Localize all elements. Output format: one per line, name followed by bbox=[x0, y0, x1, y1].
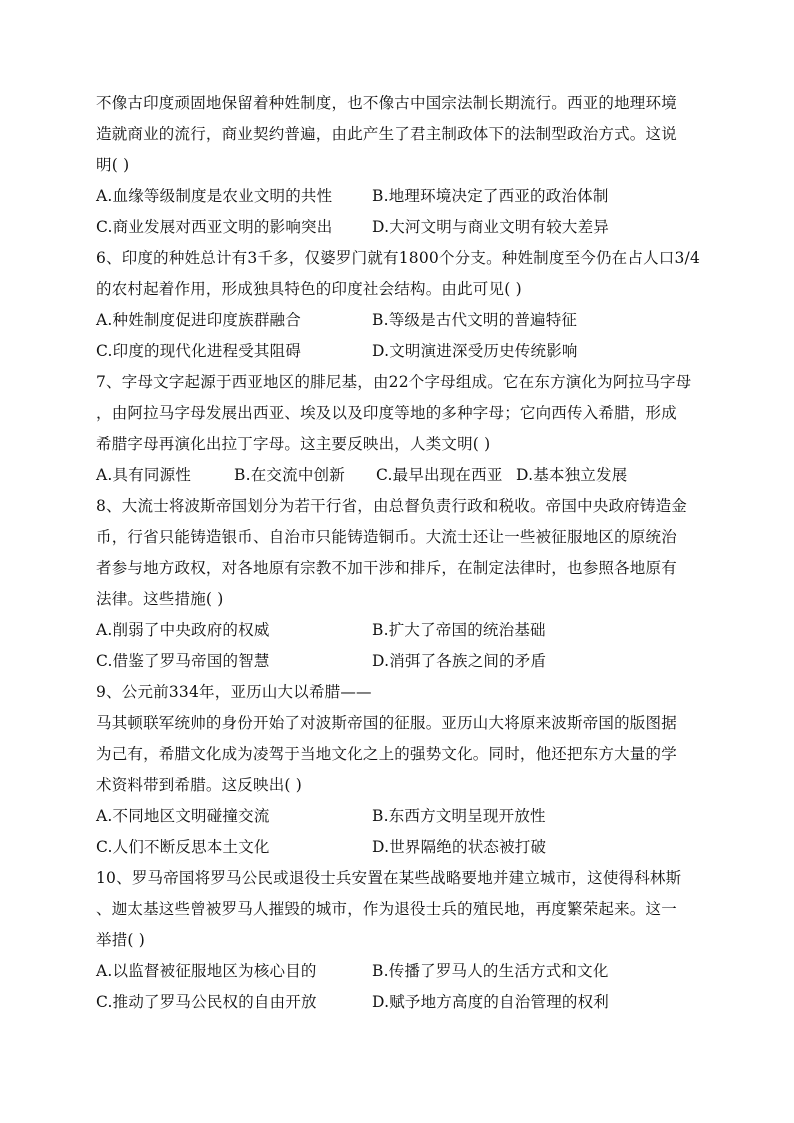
exam-page bbox=[96, 88, 702, 1018]
question-6 bbox=[96, 243, 702, 367]
question-8-line-3: 者参与地方政权，对各地原有宗教不加干涉和排斥，在制定法律时，也参照各地原有 bbox=[96, 559, 677, 577]
question-6-option-d[interactable]: D.文明演进深受历史传统影响 bbox=[372, 342, 578, 360]
question-6-options-row-2 bbox=[96, 336, 702, 367]
question-7-option-a[interactable]: A.具有同源性 bbox=[96, 466, 192, 484]
question-10-line-1: 10、罗马帝国将罗马公民或退役士兵安置在某些战略要地并建立城市，这使得科林斯 bbox=[96, 869, 682, 887]
question-6-line-1: 6、印度的种姓总计有3千多，仅婆罗门就有1800个分支。种姓制度至今仍在占人口3/4 bbox=[96, 249, 701, 267]
question-9-line-1: 9、公元前334年，亚历山大以希腊—— bbox=[96, 683, 372, 701]
question-10-option-c[interactable]: C.推动了罗马公民权的自由开放 bbox=[96, 993, 317, 1011]
question-9-options-row-2 bbox=[96, 832, 702, 863]
question-9-line-4: 术资料带到希腊。这反映出( ) bbox=[96, 776, 303, 794]
question-8-option-b[interactable]: B.扩大了帝国的统治基础 bbox=[372, 621, 546, 639]
question-9-line-3: 为己有，希腊文化成为凌驾于当地文化之上的强势文化。同时，他还把东方大量的学 bbox=[96, 745, 677, 763]
question-6-options-row-1 bbox=[96, 305, 702, 336]
question-7-line-2: ，由阿拉马字母发展出西亚、埃及以及印度等地的多种字母；它向西传入希腊，形成 bbox=[96, 404, 677, 422]
question-5 bbox=[96, 88, 702, 243]
question-10-option-b[interactable]: B.传播了罗马人的生活方式和文化 bbox=[372, 962, 609, 980]
question-9-option-c[interactable]: C.人们不断反思本土文化 bbox=[96, 838, 270, 856]
question-5-option-d[interactable]: D.大河文明与商业文明有较大差异 bbox=[372, 218, 610, 236]
question-9-line-2: 马其顿联军统帅的身份开始了对波斯帝国的征服。亚历山大将原来波斯帝国的版图据 bbox=[96, 714, 677, 732]
question-7-option-d[interactable]: D.基本独立发展 bbox=[516, 466, 628, 484]
question-5-line-1: 不像古印度顽固地保留着种姓制度，也不像古中国宗法制长期流行。西亚的地理环境 bbox=[96, 94, 677, 112]
question-8-option-a[interactable]: A.削弱了中央政府的权威 bbox=[96, 621, 270, 639]
question-6-option-c[interactable]: C.印度的现代化进程受其阻碍 bbox=[96, 342, 302, 360]
question-8 bbox=[96, 491, 702, 677]
question-7 bbox=[96, 367, 702, 491]
question-5-option-c[interactable]: C.商业发展对西亚文明的影响突出 bbox=[96, 218, 333, 236]
question-8-options-row-1 bbox=[96, 615, 702, 646]
question-9-option-a[interactable]: A.不同地区文明碰撞交流 bbox=[96, 807, 270, 825]
question-10-option-d[interactable]: D.赋予地方高度的自治管理的权利 bbox=[372, 993, 610, 1011]
question-5-option-a[interactable]: A.血缘等级制度是农业文明的共性 bbox=[96, 187, 333, 205]
question-10-line-3: 举措( ) bbox=[96, 931, 146, 949]
question-7-option-b[interactable]: B.在交流中创新 bbox=[234, 466, 345, 484]
question-9-option-b[interactable]: B.东西方文明呈现开放性 bbox=[372, 807, 546, 825]
question-6-option-a[interactable]: A.种姓制度促进印度族群融合 bbox=[96, 311, 301, 329]
question-8-option-d[interactable]: D.消弭了各族之间的矛盾 bbox=[372, 652, 547, 670]
question-6-option-b[interactable]: B.等级是古代文明的普遍特征 bbox=[372, 311, 578, 329]
question-8-options-row-2 bbox=[96, 646, 702, 677]
question-10-option-a[interactable]: A.以监督被征服地区为核心目的 bbox=[96, 962, 317, 980]
question-7-options-row bbox=[96, 460, 702, 491]
question-10-options-row-2 bbox=[96, 987, 702, 1018]
question-5-option-b[interactable]: B.地理环境决定了西亚的政治体制 bbox=[372, 187, 609, 205]
question-10-line-2: 、迦太基这些曾被罗马人摧毁的城市，作为退役士兵的殖民地，再度繁荣起来。这一 bbox=[96, 900, 677, 918]
question-5-line-3: 明( ) bbox=[96, 156, 130, 174]
question-7-line-3: 希腊字母再演化出拉丁字母。这主要反映出，人类文明( ) bbox=[96, 435, 491, 453]
question-8-line-4: 法律。这些措施( ) bbox=[96, 590, 224, 608]
question-10 bbox=[96, 863, 702, 1018]
question-5-line-2: 造就商业的流行，商业契约普遍，由此产生了君主制政体下的法制型政治方式。这说 bbox=[96, 125, 677, 143]
question-10-options-row-1 bbox=[96, 956, 702, 987]
question-5-options-row-1 bbox=[96, 181, 702, 212]
question-5-options-row-2 bbox=[96, 212, 702, 243]
question-9-options-row-1 bbox=[96, 801, 702, 832]
question-8-option-c[interactable]: C.借鉴了罗马帝国的智慧 bbox=[96, 652, 270, 670]
question-6-line-2: 的农村起着作用，形成独具特色的印度社会结构。由此可见( ) bbox=[96, 280, 522, 298]
question-8-line-2: 币，行省只能铸造银币、自治市只能铸造铜币。大流士还让一些被征服地区的原统治 bbox=[96, 528, 677, 546]
question-9-option-d[interactable]: D.世界隔绝的状态被打破 bbox=[372, 838, 547, 856]
question-7-line-1: 7、字母文字起源于西亚地区的腓尼基，由22个字母组成。它在东方演化为阿拉马字母 bbox=[96, 373, 692, 391]
question-7-option-c[interactable]: C.最早出现在西亚 bbox=[376, 466, 503, 484]
question-9 bbox=[96, 677, 702, 863]
question-8-line-1: 8、大流士将波斯帝国划分为若干行省，由总督负责行政和税收。帝国中央政府铸造金 bbox=[96, 497, 687, 515]
